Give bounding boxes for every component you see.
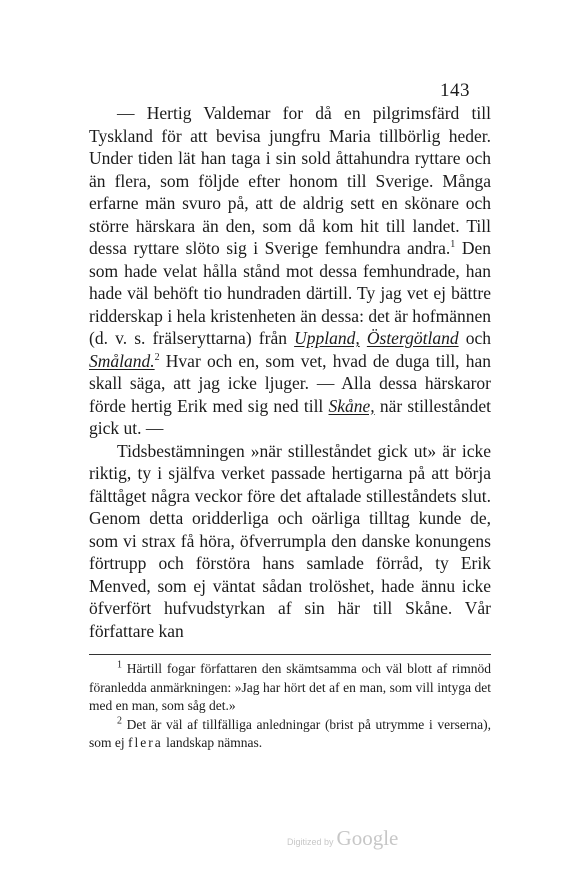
paragraph-1 — [89, 102, 491, 440]
p1-text-3 — [360, 328, 367, 348]
footnote-divider — [89, 654, 491, 655]
body-text — [89, 102, 491, 642]
place-skane: Skåne, — [328, 395, 375, 416]
footnote-2 — [89, 716, 491, 753]
p1-text-1: — Hertig Valdemar for då en pilgrimsfärd till Tyskland för att bevisa jungfru Maria tillbörlig heder. Under tiden lät han taga i sin sold åttahundra ryttare och än flera, som följde efter honom till Sverige. Många erfarne män svuro på, att de aldrig sett en skönare och större härskara än den, som då kom hit till landet. Till dessa ryttare slöto sig i Sverige femhundra andra. — [89, 103, 491, 258]
footnote-ref-2: 2 — [154, 351, 160, 363]
footnote-2-spaced-word: flera — [128, 735, 163, 750]
digitized-watermark — [287, 826, 398, 851]
footnote-1-text: Härtill fogar författaren den skämtsamma och väl blott af rimnöd föranledda anmärkningen: »Jag har hört det af en man, som vill intyga det med en man, som såg det.» — [89, 661, 491, 713]
google-logo: Google — [336, 826, 399, 850]
footnotes — [89, 660, 491, 753]
footnote-ref-1: 1 — [450, 239, 456, 251]
place-ostergotland: Östergötland — [366, 328, 459, 348]
watermark-prefix: Digitized by — [287, 837, 334, 847]
footnote-2-mark: 2 — [117, 715, 122, 726]
place-smaland: Småland. — [89, 350, 155, 371]
p1-text-6: när stilleståndet gick ut. — — [89, 395, 491, 438]
footnote-2-text-b: landskap nämnas. — [162, 735, 263, 750]
paragraph-2: Tidsbestämningen »när stilleståndet gick ut» är icke riktig, ty i själfva verket passade hertigarna på att börja fälttåget några veckor före det aftalade stilleståndets slut. Genom detta oridderliga och oärliga tilltag kunde de, som vi strax få höra, öfverrumpla den danske konungens förtrupp och förstöra hans samlade förråd, ty Erik Menved, som ej väntat sådan trolöshet, hade ännu icke öfverfört hufvudstyrkan af sin här till Skåne. Vår författare kan — [89, 440, 491, 641]
page-number: 143 — [440, 80, 470, 101]
place-uppland: Uppland, — [294, 328, 360, 348]
footnote-2-text-a: Det är väl af tillfälliga anledningar (brist på utrymme i verserna), som ej — [89, 716, 491, 750]
p1-text-4: och — [458, 328, 491, 348]
footnote-1-mark: 1 — [117, 659, 122, 671]
p1-text-5: Hvar och en, som vet, hvad de duga till, han skall säga, att jag icke ljuger. — Alla dessa härskaror förde hertig Erik med sig ned till — [89, 350, 491, 416]
footnote-1 — [89, 660, 491, 716]
p1-text-2: Den som hade velat hålla stånd mot dessa femhundrade, han hade väl behöft tio hundraden därtill. Ty jag vet ej bättre ridderskap i hela kristenheten än dessa: det är hofmännen (d. v. s. frälseryttarna) från — [89, 238, 491, 348]
